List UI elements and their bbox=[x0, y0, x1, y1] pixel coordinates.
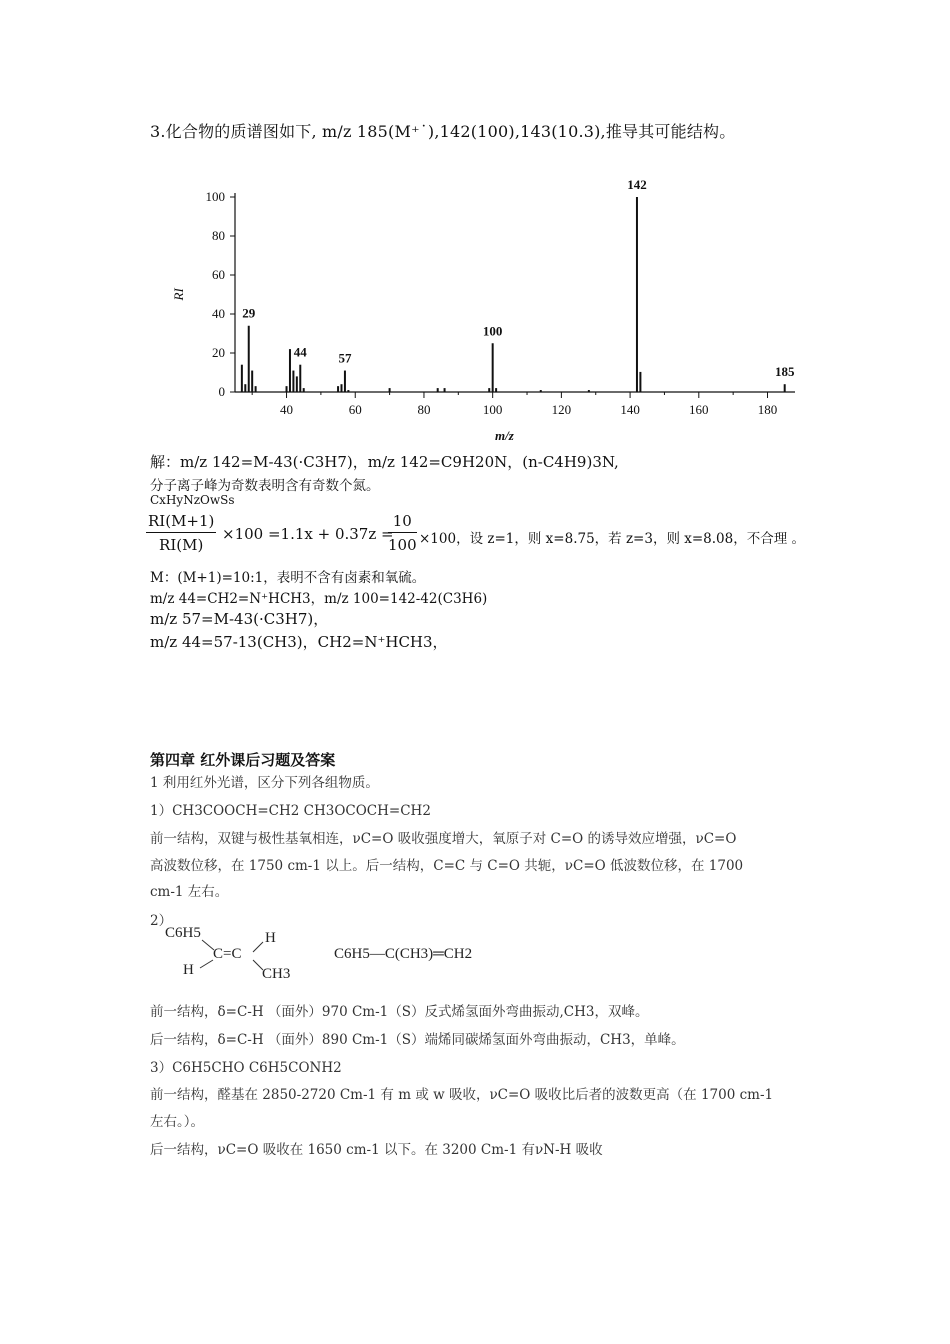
structure-a-h-top: H bbox=[265, 930, 276, 946]
solution-line-3: CxHyNzOwSs bbox=[150, 493, 235, 507]
structure-a-c6h5: C6H5 bbox=[165, 925, 201, 941]
structure-b: C6H5—C(CH3)═CH2 bbox=[334, 946, 473, 962]
part-3-text-c: 后一结构，νC=O 吸收在 1650 cm-1 以下。在 3200 Cm-1 有νN-H 吸收 bbox=[150, 1142, 603, 1158]
equation-tail: ×100，设 z=1，则 x=8.75，若 z=3，则 x=8.08，不合理 。 bbox=[419, 531, 806, 547]
x-tick-label: 180 bbox=[757, 402, 778, 417]
solution-line-6: m/z 44=CH2=N⁺HCH3，m/z 100=142-42(C3H6) bbox=[150, 591, 488, 607]
x-tick-label: 60 bbox=[348, 402, 362, 417]
peak-label-142: 142 bbox=[627, 177, 647, 192]
y-tick-label: 60 bbox=[212, 267, 225, 282]
solution-line-5: M：(M+1)=10:1，表明不含有卤素和氧硫。 bbox=[150, 570, 426, 586]
solution-line-8: m/z 44=57-13(CH3)，CH2=N⁺HCH3， bbox=[150, 633, 448, 651]
solution-line-2: 分子离子峰为奇数表明含有奇数个氮。 bbox=[150, 478, 380, 494]
x-tick-label: 140 bbox=[620, 402, 640, 417]
y-tick-label: 80 bbox=[212, 228, 225, 243]
peak-label-100: 100 bbox=[482, 323, 503, 339]
solution-line-7: m/z 57=M-43(·C3H7)， bbox=[150, 610, 329, 628]
chart-axes bbox=[171, 189, 795, 443]
part-2-heading: 2） bbox=[150, 913, 173, 929]
solution-line-1: 解：m/z 142=M-43(·C3H7)，m/z 142=C9H20N，(n-C4H9)3N, bbox=[150, 453, 619, 471]
mass-spectrum-chart bbox=[160, 170, 810, 450]
structure-a-bonds bbox=[160, 920, 280, 990]
fraction-ten-denominator: 100 bbox=[388, 536, 417, 554]
x-tick-label: 80 bbox=[417, 402, 431, 417]
part-2-text-a: 前一结构，δ=C-H （面外）970 Cm-1（S）反式烯氢面外弯曲振动,CH3，双峰。 bbox=[150, 1004, 649, 1020]
y-tick-label: 20 bbox=[212, 345, 225, 360]
part-2-text-b: 后一结构，δ=C-H （面外）890 Cm-1（S）端烯同碳烯氢面外弯曲振动，CH3，单峰。 bbox=[150, 1032, 685, 1048]
part-3-text-b: 左右。）。 bbox=[150, 1114, 204, 1130]
x-tick-label: 120 bbox=[551, 402, 572, 417]
structure-a-h-bottom: H bbox=[183, 962, 194, 978]
chapter-heading: 第四章 红外课后习题及答案 bbox=[150, 751, 336, 769]
structure-a-double-bond: C=C bbox=[213, 946, 242, 962]
part-1-text-c: cm-1 左右。 bbox=[150, 884, 229, 900]
part-1-text-a: 前一结构，双键与极性基氧相连，νC=O 吸收强度增大，氧原子对 C=O 的诱导效应增强，νC=O bbox=[150, 831, 737, 847]
fraction-ri bbox=[146, 512, 216, 554]
chart-peak-labels bbox=[242, 177, 795, 379]
peak-label-29: 29 bbox=[242, 305, 256, 321]
y-tick-label: 0 bbox=[218, 384, 225, 399]
y-tick-label: 40 bbox=[212, 306, 225, 321]
peak-label-57: 57 bbox=[338, 350, 352, 366]
y-axis-label: RI bbox=[171, 288, 186, 301]
part-1-text-b: 高波数位移，在 1750 cm-1 以上。后一结构，C=C 与 C=O 共轭，νC=O 低波数位移，在 1700 bbox=[150, 858, 744, 874]
fraction-ten-numerator: 10 bbox=[388, 512, 417, 533]
structure-a-ch3: CH3 bbox=[262, 966, 291, 982]
fraction-ri-denominator: RI(M) bbox=[159, 536, 204, 554]
fraction-ri-numerator: RI(M+1) bbox=[146, 512, 216, 533]
question-title: 3.化合物的质谱图如下, m/z 185(M⁺˙),142(100),143(10.3),推导其可能结构。 bbox=[150, 122, 736, 141]
y-tick-label: 100 bbox=[205, 189, 225, 204]
peak-label-185: 185 bbox=[774, 364, 795, 380]
ir-question-1: 1 利用红外光谱，区分下列各组物质。 bbox=[150, 775, 379, 791]
chart-peaks bbox=[242, 197, 785, 392]
x-tick-label: 160 bbox=[689, 402, 709, 417]
part-1-heading: 1）CH3COOCH=CH2 CH3OCOCH=CH2 bbox=[150, 803, 431, 819]
peak-label-44: 44 bbox=[293, 344, 307, 360]
fraction-ten bbox=[388, 512, 417, 554]
part-3-text-a: 前一结构，醛基在 2850-2720 Cm-1 有 m 或 w 吸收，νC=O 吸收比后者的波数更高（在 1700 cm-1 bbox=[150, 1087, 774, 1103]
x-axis-label: m/z bbox=[495, 428, 514, 443]
part-3-heading: 3）C6H5CHO C6H5CONH2 bbox=[150, 1060, 342, 1076]
equation-middle: ×100 =1.1x + 0.37z = bbox=[222, 525, 394, 543]
x-tick-label: 100 bbox=[482, 402, 503, 417]
x-tick-label: 40 bbox=[280, 402, 294, 417]
